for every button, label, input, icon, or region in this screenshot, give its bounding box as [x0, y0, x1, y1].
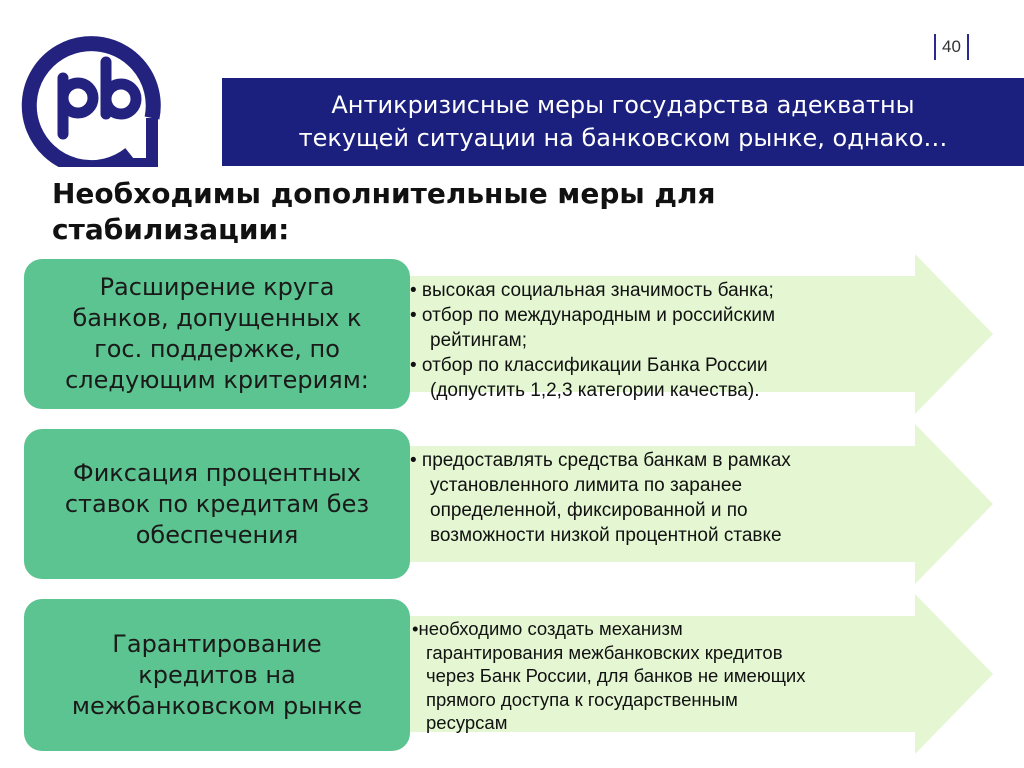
bullet-continuation: определенной, фиксированной и по	[430, 500, 748, 521]
bullet-item: • высокая социальная значимость банка;	[410, 280, 774, 301]
bullet-continuation: установленного лимита по заранее	[430, 475, 743, 496]
logo-letters	[63, 62, 136, 134]
bullet-continuation: (допустить 1,2,3 категории качества).	[430, 380, 760, 401]
measure-title-2: Фиксация процентных ставок по кредитам без обеспечения	[24, 429, 410, 579]
header-line-2: текущей ситуации на банковском рынке, однако…	[298, 124, 948, 152]
bullet-continuation: ресурсам	[426, 712, 508, 733]
measure-bullets-2	[410, 448, 930, 548]
bullet-item: •необходимо создать механизм	[412, 618, 683, 639]
header-line-1: Антикризисные меры государства адекватны	[331, 91, 915, 119]
header-banner	[222, 78, 1024, 166]
section-subtitle	[52, 176, 812, 248]
measure-bullets-3	[412, 617, 932, 735]
bullet-continuation: прямого доступа к государственным	[426, 688, 738, 710]
bullet-continuation: гарантирования межбанковских кредитов	[426, 641, 783, 663]
measure-bullets-1	[410, 278, 930, 403]
bullet-item: • отбор по классификации Банка России	[410, 355, 768, 376]
bank-logo	[18, 22, 168, 167]
subtitle-line-1: Необходимы дополнительные меры для	[52, 177, 716, 210]
measure-title-1: Расширение круга банков, допущенных к гос. поддержке, по следующим критериям:	[24, 259, 410, 409]
bullet-continuation: через Банк России, для банков не имеющих	[426, 665, 806, 686]
bullet-continuation: возможности низкой процентной ставке	[430, 525, 782, 546]
page-number: 40	[934, 34, 969, 60]
measure-title-3: Гарантирование кредитов на межбанковском рынке	[24, 599, 410, 751]
bullet-continuation: рейтингам;	[430, 330, 527, 351]
subtitle-line-2: стабилизации:	[52, 213, 290, 246]
bullet-item: • отбор по международным и российским	[410, 305, 776, 326]
bullet-item: • предоставлять средства банкам в рамках	[410, 450, 791, 471]
